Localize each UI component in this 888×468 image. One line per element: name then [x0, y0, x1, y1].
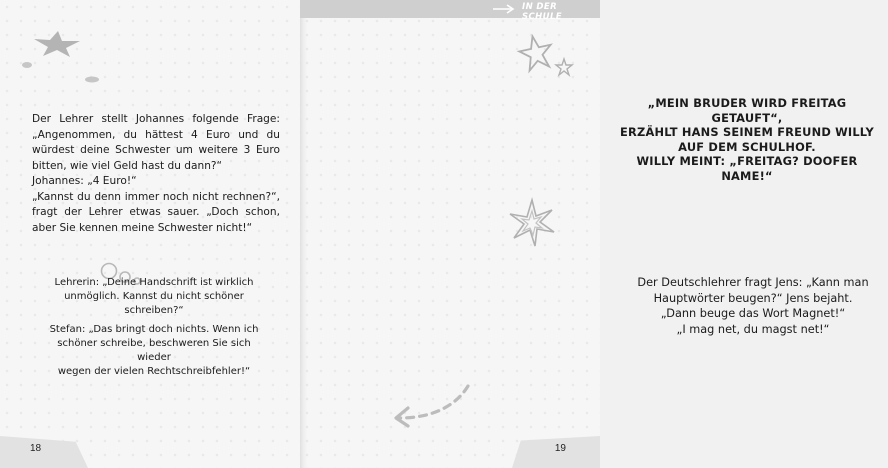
joke-line: ERZÄHLT HANS SEINEM FREUND WILLY [620, 125, 874, 140]
star-icon [30, 30, 82, 58]
joke-line: wegen der vielen Rechtschreibfehler!“ [57, 366, 251, 378]
star-outline-icon [555, 58, 573, 76]
left-page [0, 0, 300, 468]
joke-line: WILLY MEINT: „FREITAG? DOOFER [636, 154, 858, 169]
joke-taufe [612, 96, 882, 184]
joke-line: AUF DEM SCHULHOF. [678, 139, 816, 154]
joke-line: „MEIN BRUDER WIRD FREITAG GETAUFT“, [647, 96, 847, 125]
dot-icon [22, 62, 32, 68]
joke-line: Hauptwörter beugen?“ Jens bejaht. [653, 291, 853, 305]
page-number: 19 [554, 443, 566, 454]
header-arrow-icon [493, 4, 515, 14]
joke-line: „I mag net, du magst net!“ [676, 322, 830, 336]
joke-line: „Dann beuge das Wort Magnet!“ [660, 307, 846, 321]
joke-line: Der Deutschlehrer fragt Jens: „Kann man [637, 276, 869, 289]
dashed-arrow-icon [386, 382, 472, 430]
joke-line: unmöglich. Kannst du nicht schöner schreiben?“ [64, 291, 244, 317]
page-number: 18 [30, 443, 42, 454]
joke-johannes [32, 112, 280, 236]
section-title: IN DER SCHULE [522, 2, 562, 22]
sparkle-icon [508, 198, 556, 248]
joke-handschrift [40, 276, 268, 379]
joke-line: NAME!“ [721, 168, 773, 183]
joke-johannes-answer: Johannes: „4 Euro!“ [32, 175, 137, 187]
dot-icon [84, 76, 100, 83]
right-page [300, 0, 874, 468]
page-number-tab [0, 436, 88, 468]
joke-johannes-punchline: „Kannst du denn immer noch nicht rechnen?“, fragt der Lehrer etwas sauer. „Doch schon, aber Sie kennen meine Schwester nicht!“ [32, 190, 280, 234]
joke-magnet [618, 275, 888, 337]
joke-johannes-question: Der Lehrer stellt Johannes folgende Frage: „Angenommen, du hättest 4 Euro und du würdest deine Schwester um weitere 3 Euro bitten, wie viel Geld hast du dann?“ [32, 113, 280, 172]
joke-line: Lehrerin: „Deine Handschrift ist wirklich [54, 277, 254, 288]
star-outline-icon [518, 34, 554, 72]
section-header [300, 0, 600, 22]
joke-line: Stefan: „Das bringt doch nichts. Wenn ich [49, 323, 259, 335]
joke-line: schöner schreibe, beschweren Sie sich wieder [57, 337, 251, 364]
